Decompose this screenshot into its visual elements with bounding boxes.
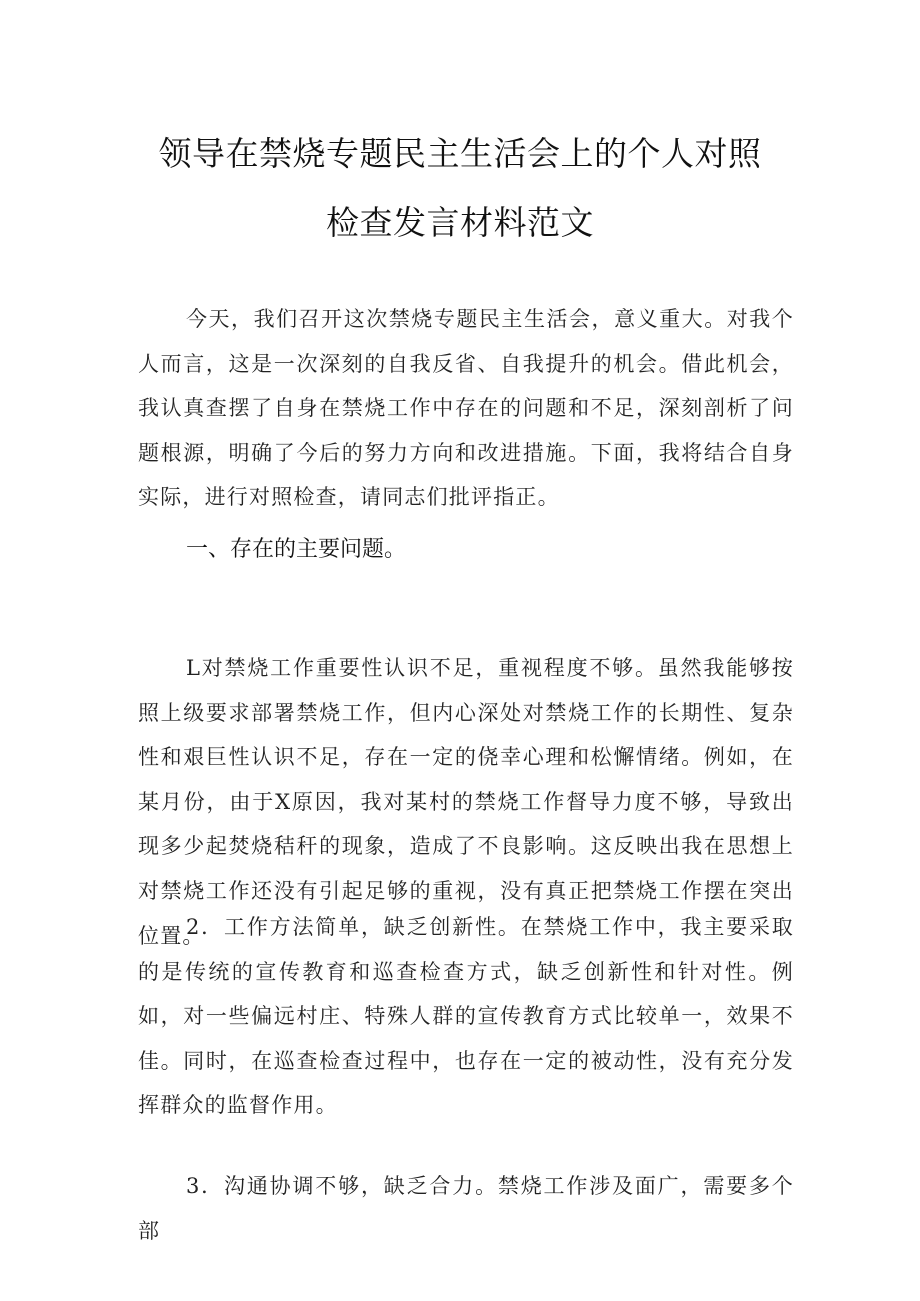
problem-item-2: 2．工作方法简单，缺乏创新性。在禁烧工作中，我主要采取的是传统的宣传教育和巡查检查方式，缺乏创新性和针对性。例如，对一些偏远村庄、特殊人群的宣传教育方式比较单一，效果不佳。同时，在巡查检查过程中，也存在一定的被动性，没有充分发挥群众的监督作用。	[138, 915, 794, 1118]
document-title-line-2: 检查发言材料范文	[326, 203, 594, 242]
problem-item-3: 3．沟通协调不够，缺乏合力。禁烧工作涉及面广，需要多个部	[138, 1174, 794, 1243]
problem-item-1: L对禁烧工作重要性认识不足，重视程度不够。虽然我能够按照上级要求部署禁烧工作，但内心深处对禁烧工作的长期性、复杂性和艰巨性认识不足，存在一定的侥幸心理和松懈情绪。例如，在某月份，由于X原因，我对某村的禁烧工作督导力度不够，导致出现多少起焚烧秸秆的现象，造成了不良影响。这反映出我在思想上对禁烧工作还没有引起足够的重视，没有真正把禁烧工作摆在突出位置。	[138, 656, 794, 948]
document-title-line-1: 领导在禁烧专题民主生活会上的个人对照	[158, 134, 762, 173]
section-heading: 一、存在的主要问题。	[186, 537, 407, 562]
intro-paragraph: 今天，我们召开这次禁烧专题民主生活会，意义重大。对我个人而言，这是一次深刻的自我反省、自我提升的机会。借此机会，我认真查摆了自身在禁烧工作中存在的问题和不足，深刻剖析了问题根源，明确了今后的努力方向和改进措施。下面，我将结合自身实际，进行对照检查，请同志们批评指正。	[138, 307, 794, 510]
